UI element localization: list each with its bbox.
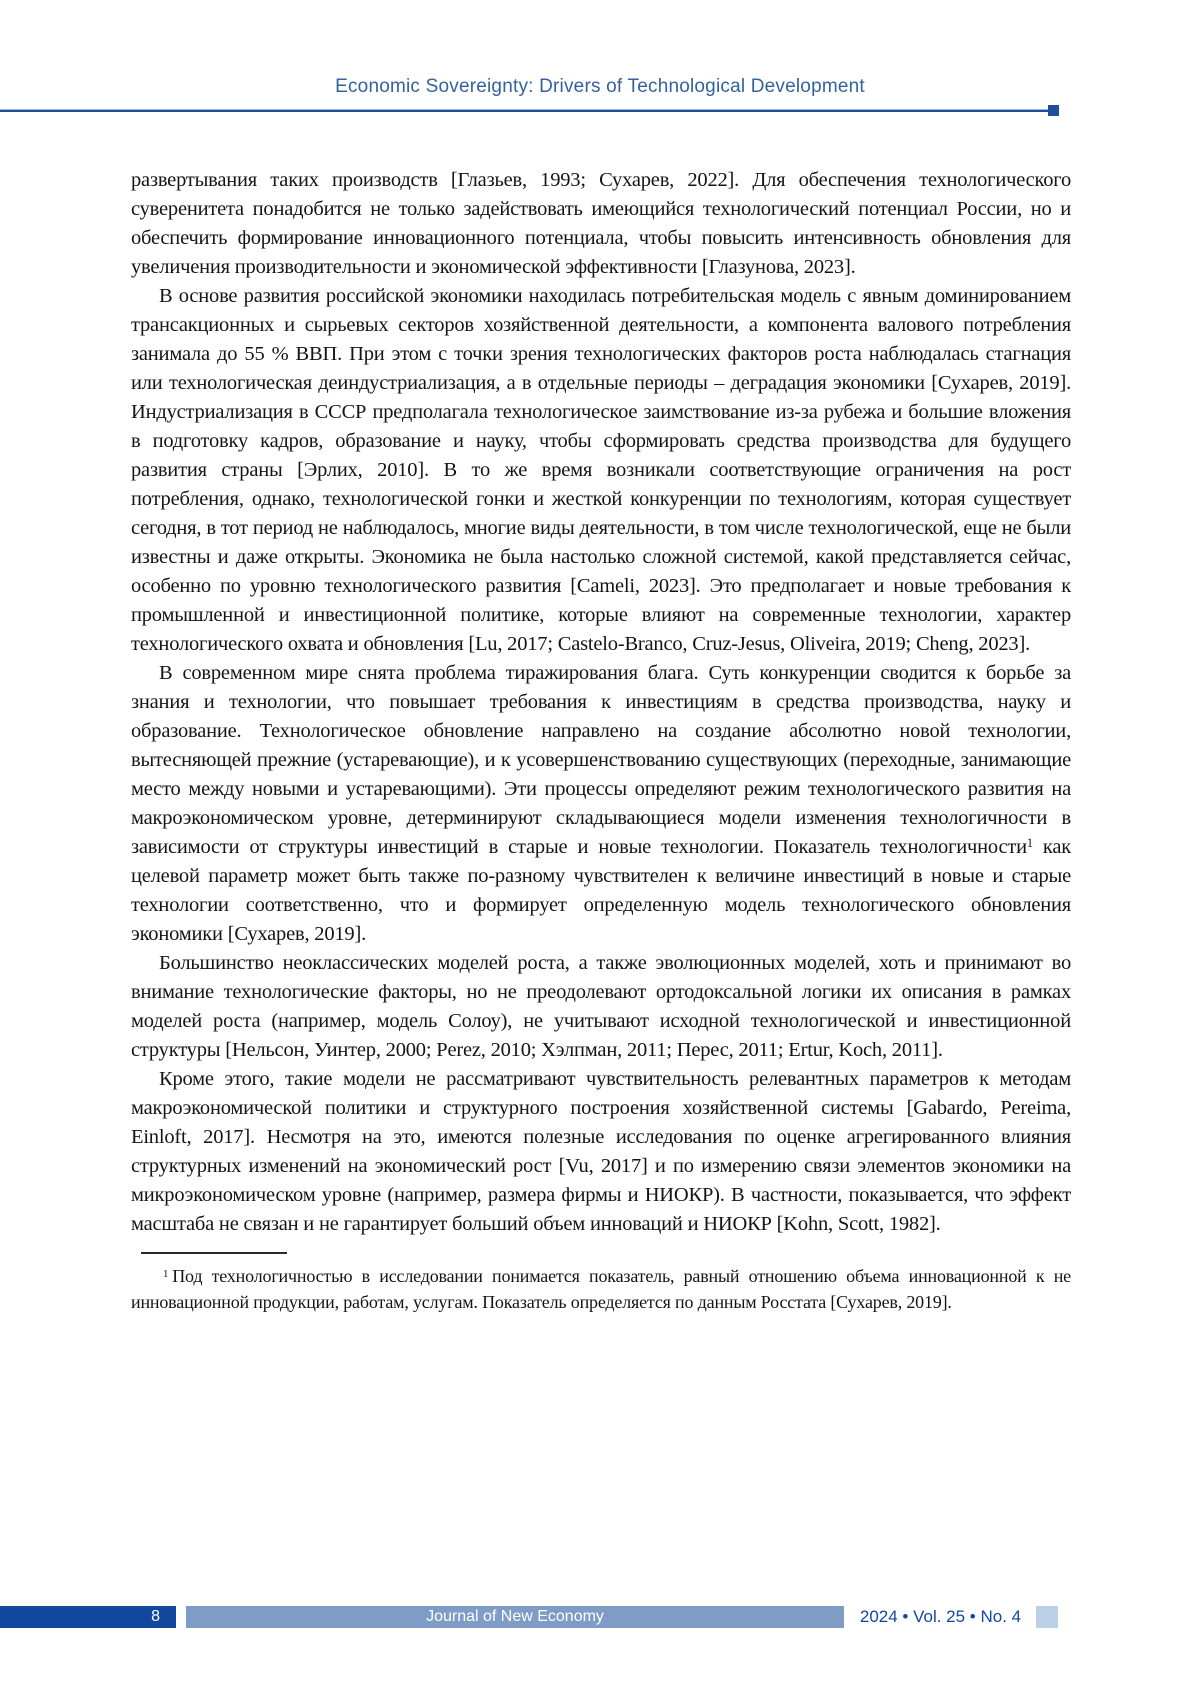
header-rule (0, 109, 1051, 112)
body-paragraph (131, 659, 1071, 949)
footnote-reference-mark: 1 (1026, 835, 1033, 850)
body-paragraph: Кроме этого, такие модели не рассматривают чувствительность релевантных параметров к методам макроэкономической политики и структурного построения хозяйственной системы [Gabardo, Pereima, Einloft, 2017]. Несмотря на это, имеются полезные исследования по оценке агрегированного влияния структурных изменений на экономический рост [Vu, 2017] и по измерению связи элементов экономики на микроэкономическом уровне (например, размера фирмы и НИОКР). В частности, показывается, что эффект масштаба не связан и не гарантирует больший объем инноваций и НИОКР [Kohn, Scott, 1982]. (131, 1068, 1071, 1235)
issue-info: 2024 • Vol. 25 • No. 4 (859, 1607, 1022, 1626)
footer-square-icon (1036, 1606, 1058, 1628)
header-rule-end-square-icon (1048, 105, 1059, 116)
footnote-text (131, 1263, 1071, 1315)
body-paragraph: Большинство неоклассических моделей роста, а также эволюционных моделей, хоть и принимают во внимание технологические факторы, но не преодолевают ортодоксальной логики их описания в рамках моделей роста (например, модель Солоу), не учитывают исходной технологической и инвестиционной структуры [Нельсон, Уинтер, 2000; Perez, 2010; Хэлпман, 2011; Перес, 2011; Ertur, Koch, 2011]. (131, 952, 1071, 1061)
paragraph-text: В современном мире снята проблема тиражирования блага. Суть конкуренции сводится к борьбе за знания и технологии, что повышает требования к инвестициям в средства производства, науку и образование. Технологическое обновление направлено на создание абсолютно новой технологии, вытесняющей прежние (устаревающие), и к усовершенствованию существующих (переходные, занимающие место между новыми и устаревающими). Эти процессы определяют режим технологического развития на макроэкономическом уровне, детерминируют складывающиеся модели изменения технологичности в зависимости от структуры инвестиций в старые и новые технологии. Показатель технологичности (131, 662, 1071, 858)
body-paragraph: В основе развития российской экономики находилась потребительская модель с явным доминированием трансакционных и сырьевых секторов хозяйственной деятельности, а компонента валового потребления занимала до 55 % ВВП. При этом с точки зрения технологических факторов роста наблюдалась стагнация или технологическая деиндустриализация, а в отдельные периоды – деградация экономики [Сухарев, 2019]. Индустриализация в СССР предполагала технологическое заимствование из-за рубежа и большие вложения в подготовку кадров, образование и науку, чтобы сформировать средства производства для будущего развития страны [Эрлих, 2010]. В то же время возникали соответствующие ограничения на рост потребления, однако, технологической гонки и жесткой конкуренции по технологиям, которая существует сегодня, в тот период не наблюдалось, многие виды деятельности, в том числе технологической, еще не были известны и даже открыты. Экономика не была настолько сложной системой, какой представляется сейчас, особенно по уровню технологического развития [Cameli, 2023]. Это предполагает и новые требования к промышленной и инвестиционной политике, которые влияют на современные технологии, характер технологического охвата и обновления [Lu, 2017; Castelo-Branco, Cruz-Jesus, Oliveira, 2019; Cheng, 2023]. (131, 285, 1071, 655)
body-paragraph: развертывания таких производств [Глазьев, 1993; Сухарев, 2022]. Для обеспечения технологического суверенитета понадобится не только задействовать имеющийся технологический потенциал России, но и обеспечить формирование инновационного потенциала, чтобы повысить интенсивность обновления для увеличения производительности и экономической эффективности [Глазунова, 2023]. (131, 169, 1071, 278)
footnote-area (131, 1252, 1071, 1315)
footnote-rule (141, 1252, 287, 1254)
paragraph-text: как целевой параметр может быть также по-разному чувствителен к величине инвестиций в новые и старые технологии соответственно, что и формирует определенную модель технологического обновления экономики [Сухарев, 2019]. (131, 836, 1071, 945)
article-body (131, 166, 1071, 1315)
journal-name-bar: Journal of New Economy (186, 1606, 844, 1628)
footnote-body: Под технологичностью в исследовании понимается показатель, равный отношению объема инновационной к не инновационной продукции, работам, услугам. Показатель определяется по данным Росстата [Сухарев, 2019]. (131, 1266, 1071, 1312)
footnote-marker: 1 (163, 1267, 169, 1280)
page-number-box: 8 (0, 1606, 176, 1628)
running-header-title: Economic Sovereignty: Drivers of Technological Development (335, 76, 865, 97)
